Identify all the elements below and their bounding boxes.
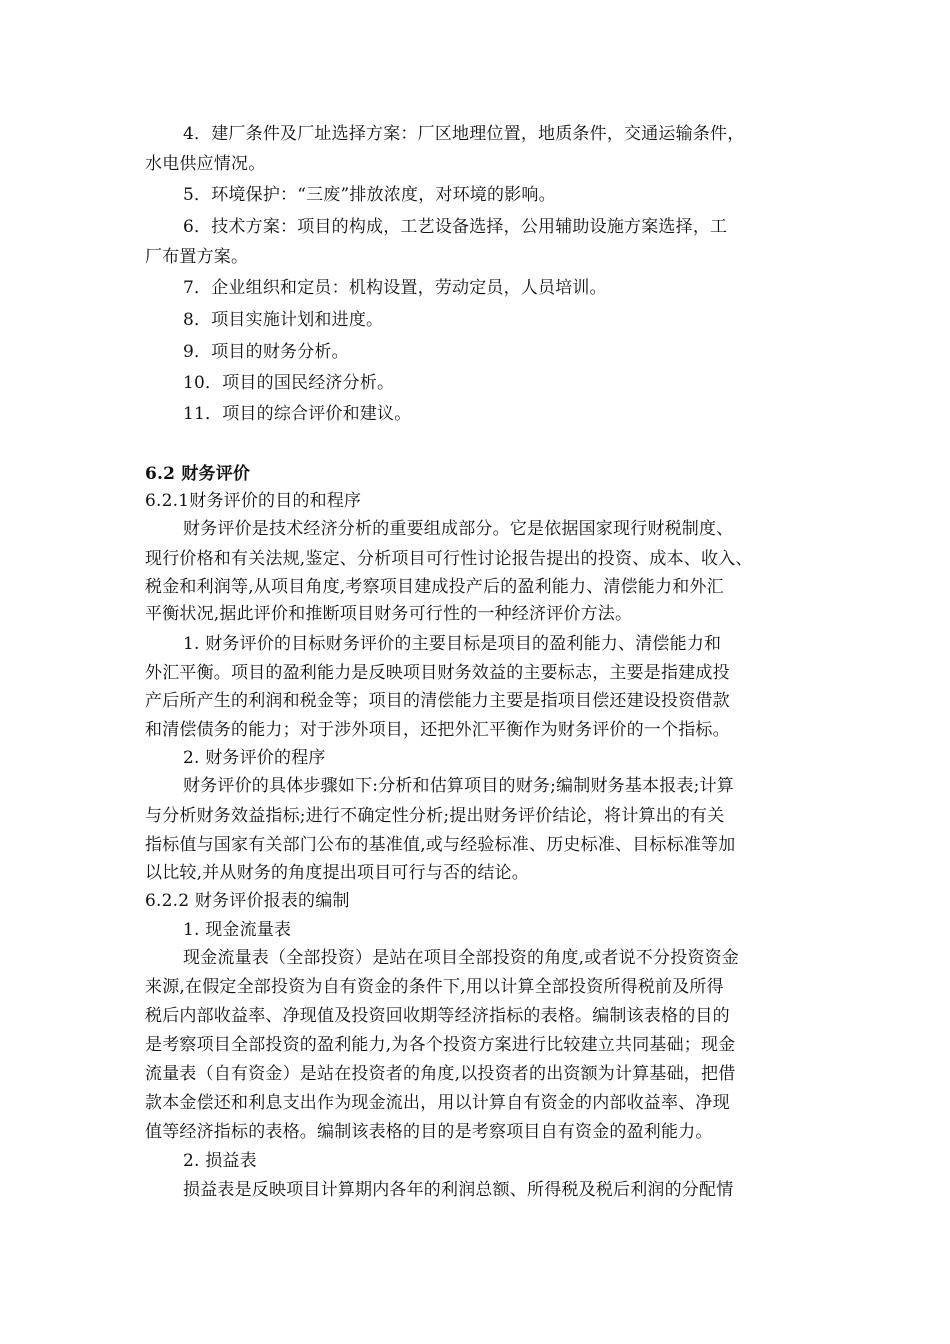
list-item-8: 8．项目实施计划和进度。 [183, 310, 384, 330]
paragraph-4-line2: 来源,在假定全部投资为自有资金的条件下,用以计算全部投资所得税前及所得 [145, 977, 724, 997]
list-item-6-line2: 厂布置方案。 [145, 247, 249, 267]
subsection-heading-6-2-2: 6.2.2 财务评价报表的编制 [145, 891, 350, 911]
section-heading-6-2: 6.2 财务评价 [145, 464, 251, 484]
paragraph-1-line2: 现行价格和有关法规,鉴定、分析项目可行性讨论报告提出的投资、成本、收入、 [145, 549, 753, 569]
paragraph-3-line2: 与分析财务效益指标;进行不确定性分析;提出财务评价结论，将计算出的有关 [145, 806, 725, 826]
list-item-4-line1: 4．建厂条件及厂址选择方案：厂区地理位置，地质条件，交通运输条件， [183, 124, 745, 144]
list-item-7: 7．企业组织和定员：机构设置，劳动定员，人员培训。 [183, 278, 607, 298]
list-item-9: 9．项目的财务分析。 [183, 342, 349, 362]
list-item-11: 11．项目的综合评价和建议。 [183, 404, 412, 424]
paragraph-4-line5: 流量表（自有资金）是站在投资者的角度,以投资者的出资额为计算基础，把借 [145, 1064, 736, 1084]
list-item-6-line1: 6．技术方案：项目的构成，工艺设备选择，公用辅助设施方案选择，工 [183, 217, 728, 237]
paragraph-1-line3: 税金和利润等,从项目角度,考察项目建成投产后的盈利能力、清偿能力和外汇 [145, 577, 724, 597]
paragraph-1-line4: 平衡状况,据此评价和推断项目财务可行性的一种经济评价方法。 [145, 604, 633, 624]
paragraph-2-line2: 外汇平衡。项目的盈利能力是反映项目财务效益的主要标志，主要是指建成投 [145, 663, 730, 683]
paragraph-2-line4: 和清偿债务的能力；对于涉外项目，还把外汇平衡作为财务评价的一个指标。 [145, 720, 730, 740]
paragraph-4-line7: 值等经济指标的表格。编制该表格的目的是考察项目自有资金的盈利能力。 [145, 1122, 713, 1142]
paragraph-5-line1: 损益表是反映项目计算期内各年的利润总额、所得税及税后利润的分配情 [183, 1180, 734, 1200]
paragraph-4-line4: 是考察项目全部投资的盈利能力,为各个投资方案进行比较建立共同基础；现金 [145, 1035, 736, 1055]
subsection-heading-6-2-1: 6.2.1财务评价的目的和程序 [145, 491, 362, 511]
list-item-4-line2: 水电供应情况。 [145, 154, 266, 174]
paragraph-4-line3: 税后内部收益率、净现值及投资回收期等经济指标的表格。编制该表格的目的 [145, 1006, 730, 1026]
list-item-5: 5．环境保护：“三废”排放浓度，对环境的影响。 [183, 185, 556, 205]
item-heading-income-statement: 2. 损益表 [183, 1151, 257, 1171]
paragraph-3-line1: 财务评价的具体步骤如下:分析和估算项目的财务;编制财务基本报表;计算 [183, 776, 734, 796]
paragraph-2-line3: 产后所产生的利润和税金等；项目的清偿能力主要是指项目偿还建设投资借款 [145, 691, 730, 711]
item-heading-financial-procedure: 2. 财务评价的程序 [183, 748, 326, 768]
paragraph-2-line1: 1. 财务评价的目标财务评价的主要目标是项目的盈利能力、清偿能力和 [183, 634, 722, 654]
paragraph-3-line4: 以比较,并从财务的角度提出项目可行与否的结论。 [145, 863, 530, 883]
paragraph-4-line1: 现金流量表（全部投资）是站在项目全部投资的角度,或者说不分投资资金 [183, 948, 740, 968]
paragraph-4-line6: 款本金偿还和利息支出作为现金流出，用以计算自有资金的内部收益率、净现 [145, 1093, 730, 1113]
paragraph-3-line3: 指标值与国家有关部门公布的基准值,或与经验标准、历史标准、目标标准等加 [145, 835, 736, 855]
list-item-10: 10．项目的国民经济分析。 [183, 373, 395, 393]
paragraph-1-line1: 财务评价是技术经济分析的重要组成部分。它是依据国家现行财税制度、 [183, 519, 734, 539]
item-heading-cash-flow: 1. 现金流量表 [183, 920, 292, 940]
